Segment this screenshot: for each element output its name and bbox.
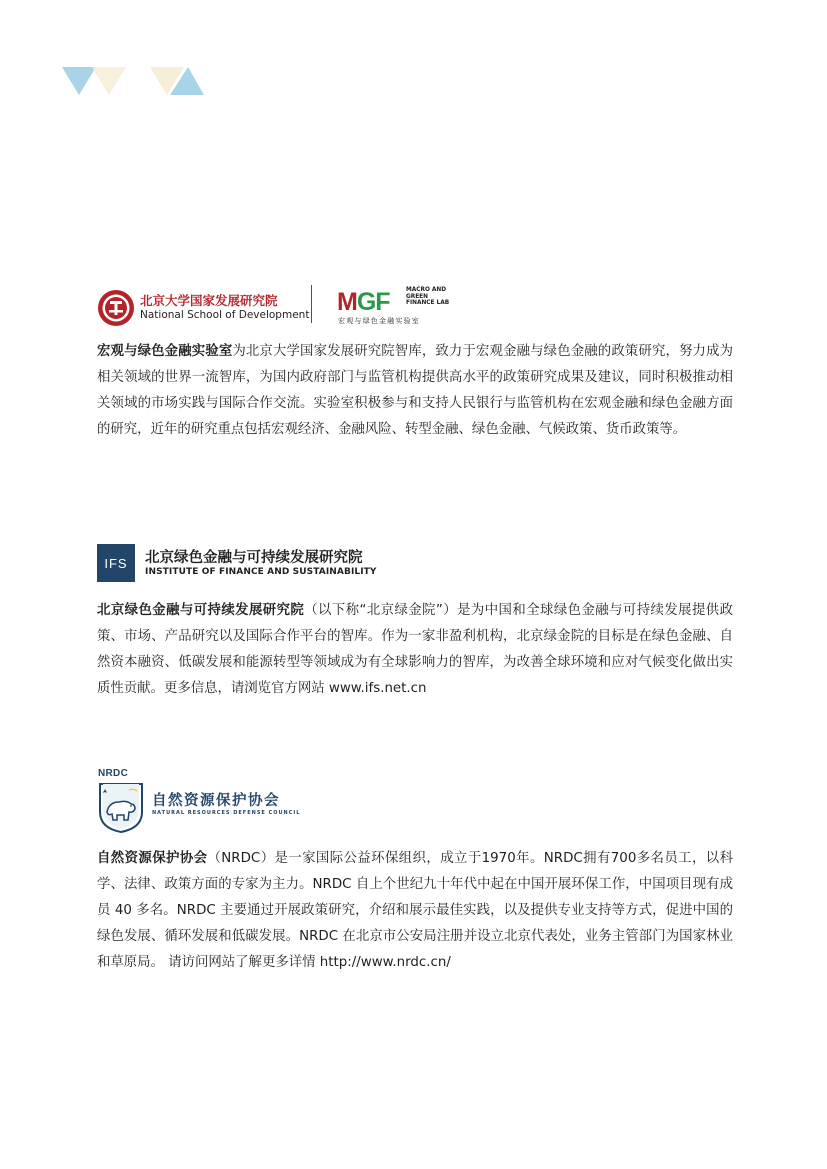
decorative-triangles	[62, 67, 204, 97]
mgf-description-body: 为北京大学国家发展研究院智库，致力于宏观金融与绿色金融的政策研究，努力成为相关领域的世界一流智库，为国内政府部门与监管机构提供高水平的政策研究成果及建议，同时积极推动相关领域的市场实践与国际合作交流。实验室积极参与和支持人民银行与监管机构在宏观金融和绿色金融方面的研究，近年的研究重点包括宏观经济、金融风险、转型金融、绿色金融、气候政策、货币政策等。	[97, 344, 734, 437]
nrdc-description-body: （NRDC）是一家国际公益环保组织，成立于1970年。NRDC拥有700多名员工，以科学、法律、政策方面的专家为主力。NRDC 自上个世纪九十年代中起在中国开展环保工作，中国项目现有成员 40 多名。NRDC 主要通过开展政策研究，介绍和展示最佳实践，以及提供专业支持等方式，促进中国的绿色发展、循环发展和低碳发展。NRDC 在北京市公安局注册并设立北京代表处，业务主管部门为国家林业和草原局。 请访问网站了解更多详情 http://www.nrdc.cn/	[97, 851, 733, 970]
nrdc-logo-english: NATURAL RESOURCES DEFENSE COUNCIL	[152, 810, 301, 816]
nrdc-logo-top: NRDC	[98, 768, 129, 779]
logo-row-nrdc	[97, 768, 733, 844]
mgf-logo-gf: GF	[356, 288, 390, 316]
mgf-logo-mark	[337, 288, 390, 317]
section-ifs	[97, 542, 733, 702]
mgf-logo-english: MACRO AND GREEN FINANCE LAB	[406, 287, 450, 307]
pku-seal-icon	[97, 289, 135, 327]
logo-row-pku-mgf	[97, 283, 733, 339]
pku-logo-english: National School of Development	[140, 309, 310, 321]
section-nrdc	[97, 768, 733, 976]
nrdc-description-lead: 自然资源保护协会	[97, 851, 208, 866]
ifs-logo-english: INSTITUTE OF FINANCE AND SUSTAINABILITY	[145, 567, 377, 577]
ifs-description-body: （以下称“北京绿金院”）是为中国和全球绿色金融与可持续发展提供政策、市场、产品研究以及国际合作平台的智库。作为一家非盈利机构，北京绿金院的目标是在绿色金融、自然资本融资、低碳发展和能源转型等领域成为有全球影响力的智库，为改善全球环境和应对气候变化做出实质性贡献。更多信息，请浏览官方网站 www.ifs.net.cn	[97, 603, 733, 696]
nrdc-logo-chinese: 自然资源保护协会	[152, 793, 280, 809]
nrdc-description	[97, 846, 733, 976]
pku-logo-chinese: 北京大学国家发展研究院	[140, 293, 278, 308]
ifs-logo-mark: IFS	[97, 544, 135, 582]
ifs-description-lead: 北京绿色金融与可持续发展研究院	[97, 603, 305, 618]
mgf-description	[97, 339, 733, 443]
logo-divider	[311, 285, 312, 323]
logo-row-ifs	[97, 542, 733, 598]
mgf-description-lead: 宏观与绿色金融实验室	[97, 344, 233, 359]
ifs-description	[97, 598, 733, 702]
nrdc-bear-shield-icon	[97, 782, 145, 834]
section-mgf	[97, 283, 733, 443]
mgf-logo-chinese: 宏观与绿色金融实验室	[338, 317, 420, 325]
ifs-logo-chinese: 北京绿色金融与可持续发展研究院	[145, 550, 363, 566]
mgf-logo-m: M	[337, 288, 357, 316]
